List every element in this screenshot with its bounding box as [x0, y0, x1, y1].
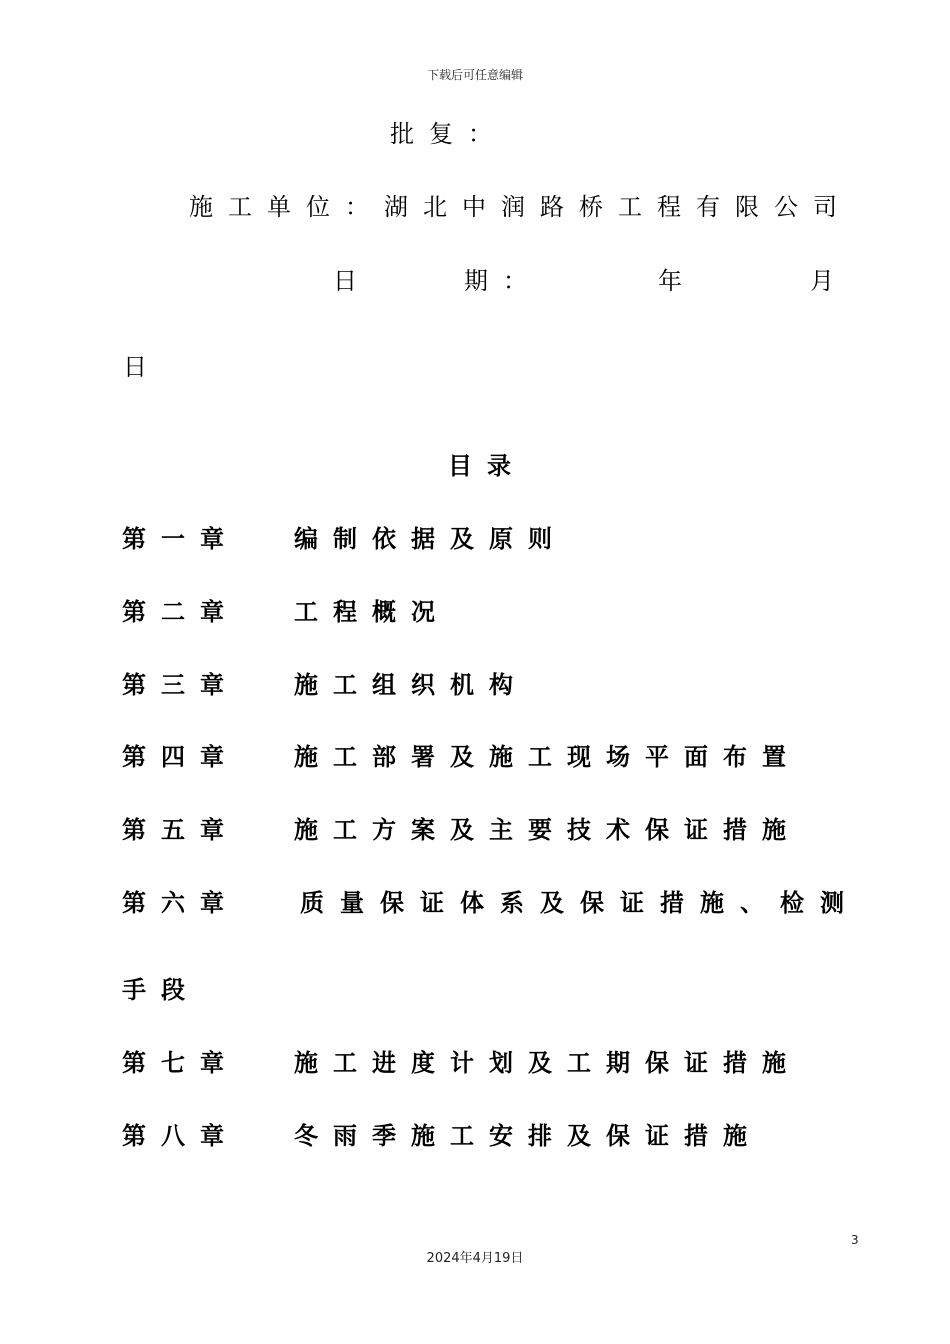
approval-label: 批复： — [390, 120, 507, 148]
date-label-qi: 期： — [464, 267, 542, 295]
toc-chapter-title: 工程概况 — [294, 598, 450, 626]
toc-chapter-title: 编制依据及原则 — [294, 525, 567, 553]
toc-chapter-title: 施工组织机构 — [294, 671, 528, 699]
toc-chapter-number: 第二章 — [122, 598, 239, 626]
toc-chapter-number: 第七章 — [122, 1049, 239, 1077]
toc-chapter-title: 施工方案及主要技术保证措施 — [294, 816, 801, 844]
toc-chapter-number: 第六章 — [122, 889, 239, 917]
toc-chapter-title: 施工部署及施工现场平面布置 — [294, 743, 801, 771]
page-number: 3 — [851, 1233, 859, 1247]
toc-chapter-number: 第五章 — [122, 816, 239, 844]
toc-chapter-number: 第一章 — [122, 525, 239, 553]
construction-unit-line: 施工单位：湖北中润路桥工程有限公司 — [189, 193, 852, 221]
toc-chapter-title-continuation: 手段 — [122, 976, 200, 1004]
toc-chapter-number: 第八章 — [122, 1122, 239, 1150]
toc-chapter-title: 质量保证体系及保证措施、检测 — [300, 889, 860, 917]
date-day: 日 — [123, 353, 162, 381]
toc-chapter-number: 第四章 — [122, 743, 239, 771]
toc-chapter-title: 冬雨季施工安排及保证措施 — [294, 1122, 762, 1150]
toc-chapter-number: 第三章 — [122, 671, 239, 699]
date-year: 年 — [658, 267, 697, 295]
date-month: 月 — [810, 267, 849, 295]
date-label-ri: 日 — [333, 267, 372, 295]
footer-date: 2024年4月19日 — [426, 1251, 524, 1266]
toc-title: 目录 — [448, 452, 526, 480]
toc-chapter-title: 施工进度计划及工期保证措施 — [294, 1049, 801, 1077]
page-header: 下载后可任意编辑 — [426, 68, 523, 82]
